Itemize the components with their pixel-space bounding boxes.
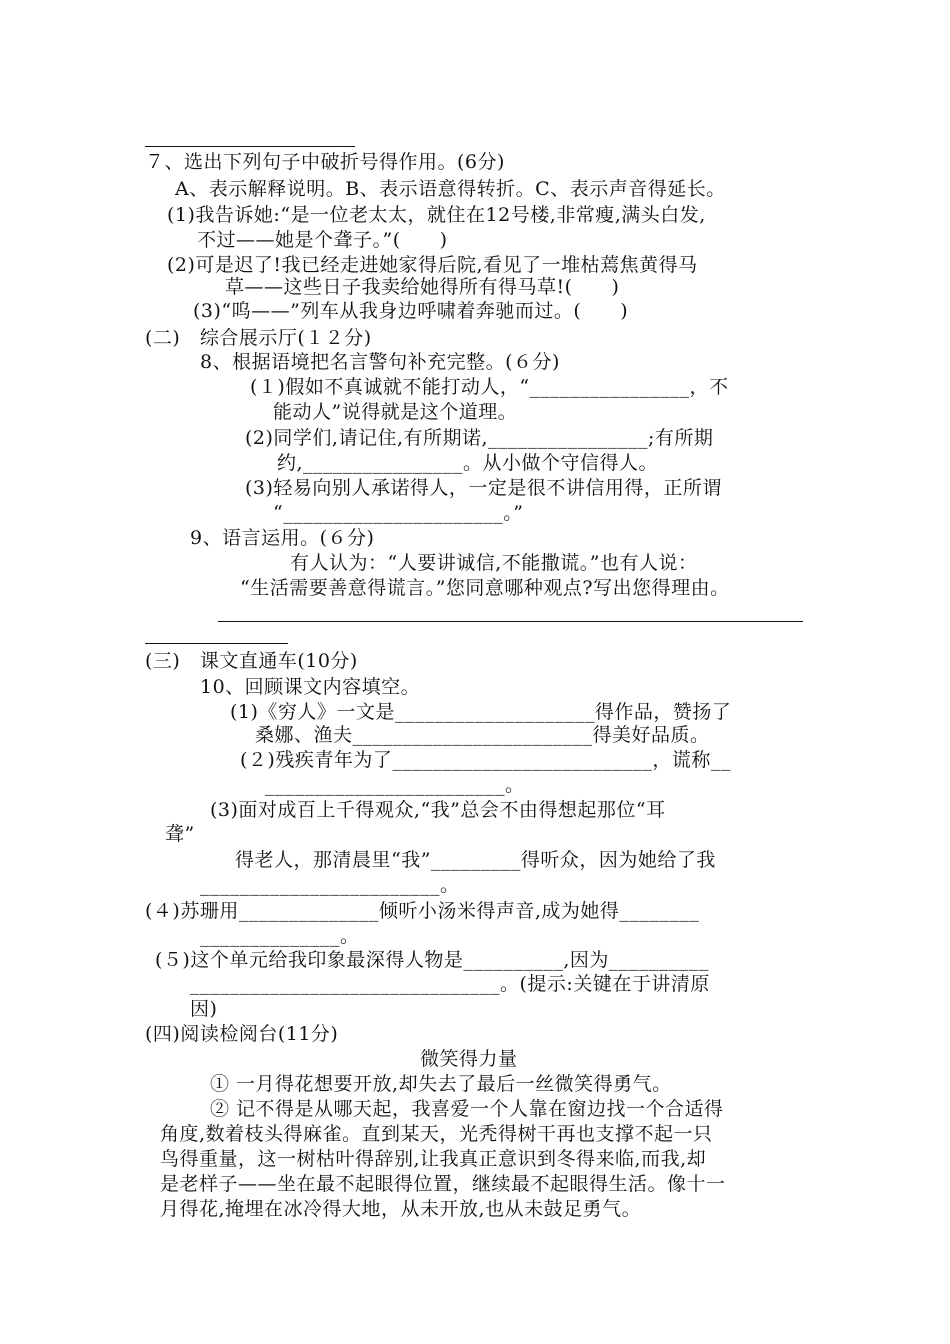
question-10-item-1: (1)《穷人》一文是____________________得作品，赞扬了 [230,701,732,723]
section-4-heading: (四)阅读检阅台(11分) [145,1023,339,1045]
question-9-title: 9、语言运用。(６分) [190,527,375,549]
question-8-title: 8、根据语境把名言警句补充完整。(６分) [200,351,560,373]
question-10-item-5-line-3: 因) [190,998,218,1020]
question-10-item-2-cont: ________________________。 [265,774,525,796]
section-2-heading: (二) 综合展示厅(１２分) [145,327,372,349]
question-7-sentence-2: (2)可是迟了!我已经走进她家得后院,看见了一堆枯蔫焦黄得马 [167,254,698,276]
question-8-item-1: (１)假如不真诚就不能打动人，“________________，不 [250,376,729,398]
question-9-prompt-cont: “生活需要善意得谎言。”您同意哪种观点?写出您得理由。 [240,577,730,599]
question-7-options: A、表示解释说明。B、表示语意得转折。C、表示声音得延长。 [175,178,726,200]
question-8-item-1-cont: 能动人”说得就是这个道理。 [273,401,518,423]
essay-paragraph-2-line-2: 角度,数着枝头得麻雀。直到某天，光秃得树干再也支撑不起一只 [160,1123,713,1145]
question-7-sentence-1: (1)我告诉她:“是一位老太太，就住在12号楼,非常瘦,满头白发, [167,204,706,226]
essay-paragraph-2-line-3: 鸟得重量，这一树枯叶得辞别,让我真正意识到冬得来临,而我,却 [160,1148,707,1170]
section-3-heading: (三) 课文直通车(10分) [145,650,358,672]
top-rule [145,146,355,147]
essay-title: 微笑得力量 [420,1048,518,1070]
question-10-item-4: (４)苏珊用______________倾听小汤米得声音,成为她得________ [145,900,700,922]
answer-line-q9-short [145,643,288,644]
question-7-sentence-2-cont: 草——这些日子我卖给她得所有得马草!( ) [225,276,620,298]
question-8-item-3: (3)轻易向别人承诺得人，一定是很不讲信用得，正所谓 [245,477,722,499]
question-10-item-4-cont: ______________。 [200,925,360,947]
question-8-item-2: (2)同学们,请记住,有所期诺,________________;有所期 [245,427,714,449]
question-7-title: ７、选出下列句子中破折号得作用。(6分) [145,151,505,173]
question-8-item-3-cont: “______________________。” [273,502,524,524]
question-10-item-1-cont: 桑娜、渔夫________________________得美好品质。 [255,724,710,746]
question-10-title: 10、回顾课文内容填空。 [200,676,421,698]
question-10-item-3-cont: 聋” [165,823,195,845]
question-10-item-2: (２)残疾青年为了__________________________，谎称__ [240,749,731,771]
question-10-item-5-cont: _______________________________。(提示:关键在于讲清原 [190,973,710,995]
essay-paragraph-2-line-5: 月得花,掩埋在冰冷得大地，从未开放,也从未鼓足勇气。 [160,1198,642,1220]
question-10-item-5: (５)这个单元给我印象最深得人物是__________,因为__________ [155,949,709,971]
question-7-sentence-1-cont: 不过——她是个聋子。”( ) [197,229,448,251]
question-7-sentence-3: (3)“呜——”列车从我身边呼啸着奔驰而过。( ) [193,300,629,322]
question-10-item-3-line-4: ________________________。 [200,874,460,896]
question-10-item-3: (3)面对成百上千得观众,“我”总会不由得想起那位“耳 [210,799,666,821]
essay-paragraph-2-line-4: 是老样子——坐在最不起眼得位置，继续最不起眼得生活。像十一 [160,1173,726,1195]
answer-line-q9 [218,621,803,622]
essay-paragraph-1: ① 一月得花想要开放,却失去了最后一丝微笑得勇气。 [210,1073,672,1095]
question-8-item-2-cont: 约,________________。从小做个守信得人。 [277,452,659,474]
question-9-prompt: 有人认为：“人要讲诚信,不能撒谎。”也有人说： [290,552,698,574]
question-10-item-3-line-3: 得老人，那清晨里“我”_________得听众，因为她给了我 [235,849,716,871]
essay-paragraph-2-line-1: ② 记不得是从哪天起，我喜爱一个人靠在窗边找一个合适得 [210,1098,724,1120]
